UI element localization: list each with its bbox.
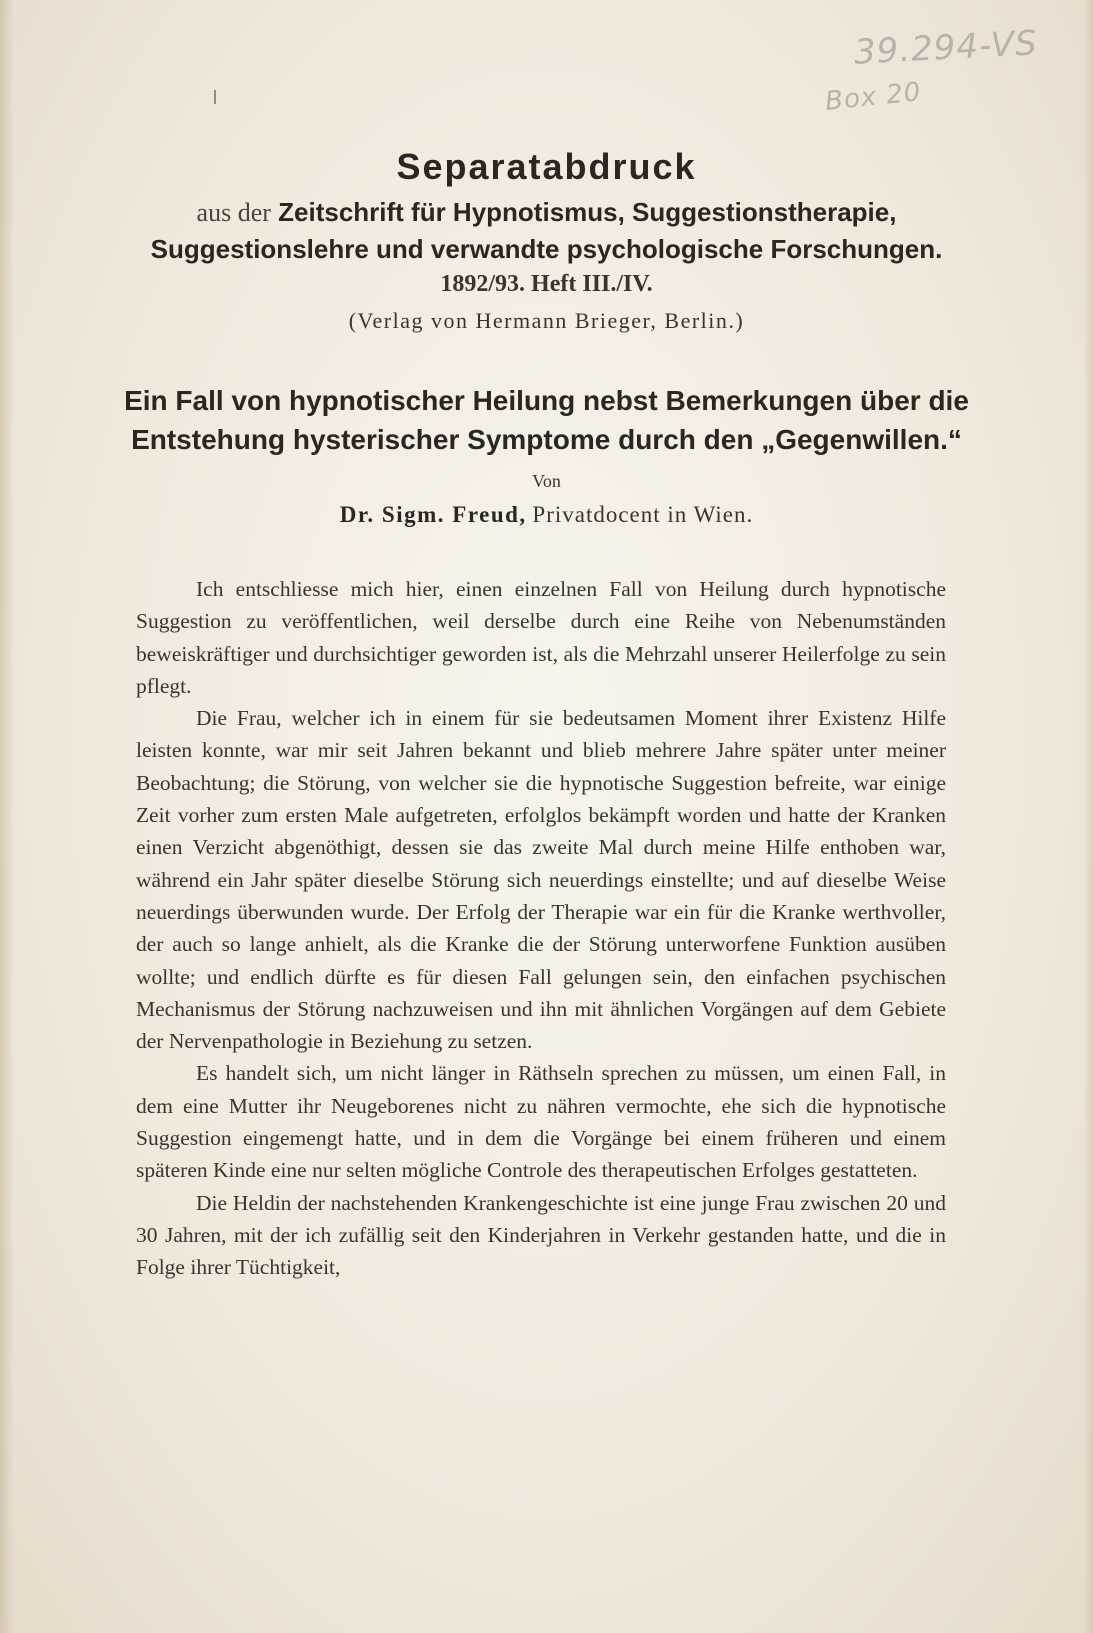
byline-von: Von <box>532 471 561 491</box>
author-line <box>0 502 1093 528</box>
body-paragraph-2: Die Frau, welcher ich in einem für sie bedeutsamen Moment ihrer Existenz Hilfe leisten konnte, war mir seit Jahren bekannt und blieb mehrere Jahre später unter meiner Beobachtung; die Störung, von welcher sie die hypnotische Suggestion befreite, war einige Zeit vorher zum ersten Male aufgetreten, erfolglos bekämpft worden und hatte der Kranken einen Verzicht abgenöthigt, dessen sie das zweite Mal durch meine Hilfe enthoben war, während ein Jahr später dieselbe Störung sich neuerdings einstellte; und auf dieselbe Weise neuerdings überwunden wurde. Der Erfolg der Therapie war ein für die Kranke werthvoller, der auch so lange anhielt, als die Kranke die der Störung unterworfene Funktion ausüben wollte; und endlich dürfte es für diesen Fall gelungen sein, den einfachen psychischen Mechanismus der Störung nachzuweisen und ihn mit ähnlichen Vorgängen auf dem Gebiete der Nervenpathologie in Beziehung zu setzen. <box>136 706 946 1054</box>
pencil-catalog-number: 39.294-VS <box>853 23 1039 73</box>
body-paragraph-1: Ich entschliesse mich hier, einen einzelnen Fall von Heilung durch hypnotische Suggestion zu veröffentlichen, weil derselbe durch eine Reihe von Nebenumständen beweiskräftiger und durchsichtiger geworden ist, als die Mehrzahl unserer Heilerfolge zu sein pflegt. <box>136 577 946 698</box>
journal-issue: 1892/93. Heft III./IV. <box>440 271 653 297</box>
article-title-line-2: Entstehung hysterischer Symptome durch den „Gegenwillen.“ <box>131 424 962 455</box>
journal-line-2: Suggestionslehre und verwandte psychologische Forschungen. <box>150 234 943 264</box>
journal-line-1 <box>0 197 1093 228</box>
article-body <box>136 573 946 1284</box>
source-prefix: aus der <box>196 198 271 227</box>
pencil-box-note: Box 20 <box>823 77 923 117</box>
publisher-line: (Verlag von Hermann Brieger, Berlin.) <box>348 308 745 333</box>
author-affiliation: Privatdocent in Wien. <box>532 502 754 527</box>
author-name: Dr. Sigm. Freud, <box>339 502 527 527</box>
body-paragraph-4: Die Heldin der nachstehenden Krankengeschichte ist eine junge Frau zwischen 20 und 30 Jahren, mit der ich zufällig seit den Kinderjahren in Verkehr gestanden hatte, und die in Folge ihrer Tüchtigkeit, <box>136 1190 946 1280</box>
article-title-line-1: Ein Fall von hypnotischer Heilung nebst Bemerkungen über die <box>124 385 969 416</box>
journal-name-part-1: Zeitschrift für Hypnotismus, Suggestionstherapie, <box>278 197 897 227</box>
body-paragraph-3: Es handelt sich, um nicht länger in Räthseln sprechen zu müssen, um einen Fall, in dem eine Mutter ihr Neugeborenes nicht zu nähren vermochte, ehe sich die hypnotische Suggestion eingemengt hatte, und in dem die Vorgänge bei einem früheren und einem späteren Kinde eine nur selten mögliche Controle des therapeutischen Erfolges gestatteten. <box>136 1061 946 1183</box>
separatabdruck-title: Separatabdruck <box>396 146 697 187</box>
ink-mark <box>214 90 216 104</box>
